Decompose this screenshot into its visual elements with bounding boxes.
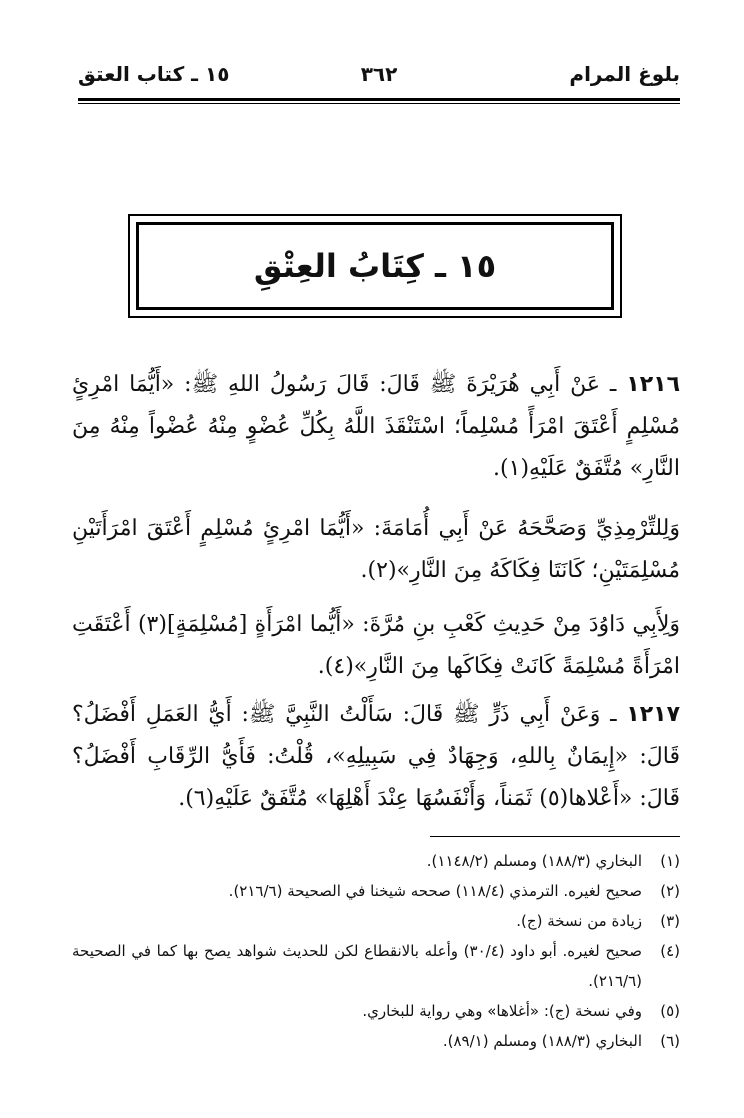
footnote (72, 906, 680, 936)
hadith-text: وَلِلتِّرْمِذِيِّ وَصَحَّحَهُ عَنْ أَبِي أُمَامَةَ: «أَيُّمَا امْرِئٍ مُسْلِمٍ أَعْتَقَ امْرَأَتَيْنِ مُسْلِمَتَيْنِ؛ كَانَتَا فِكَاكَهُ مِنَ النَّارِ»(٢). (72, 516, 680, 583)
footnote-number: (٥) (660, 1002, 680, 1020)
page-number: ٣٦٢ (360, 62, 398, 86)
hadith-paragraph (72, 604, 680, 688)
footnote (72, 996, 680, 1026)
footnote-number: (٤) (660, 942, 680, 960)
hadith-number: ١٢١٧ (626, 702, 680, 727)
chapter-heading: ١٥ ـ كِتَابُ العِتْقِ (253, 247, 497, 285)
chapter-title-frame (136, 222, 614, 310)
hadith-paragraph (72, 508, 680, 592)
header-rule (78, 98, 680, 101)
footnote-number: (٢) (660, 882, 680, 900)
hadith-number: ١٢١٦ (626, 372, 680, 397)
footnote (72, 936, 680, 996)
chapter-title: ١٥ ـ كتاب العتق (78, 62, 230, 86)
chapter-title-box (128, 214, 622, 318)
footnote-number: (١) (660, 852, 680, 870)
footnote (72, 846, 680, 876)
page-header (78, 58, 680, 96)
header-rule-thin (78, 103, 680, 104)
footnote (72, 1026, 680, 1056)
footnote-text: زيادة من نسخة (ج). (516, 912, 642, 930)
footnote-number: (٣) (660, 912, 680, 930)
footnote-text: صحيح لغيره. الترمذي (١١٨/٤) صححه شيخنا في الصحيحة (٢١٦/٦). (228, 882, 642, 900)
footnotes (72, 846, 680, 1056)
footnote-number: (٦) (660, 1032, 680, 1050)
hadith-text: ـ عَنْ أَبِي هُرَيْرَةَ ﷺ قَالَ: قَالَ رَسُولُ اللهِ ﷺ: «أَيُّمَا امْرِئٍ مُسْلِمٍ أَعْتَقَ امْرَأً مُسْلِماً؛ اسْتَنْقَذَ اللَّهُ بِكُلِّ عُضْوٍ مِنْهُ عُضْواً مِنْهُ مِنَ النَّارِ» مُتَّفَقٌ عَلَيْهِ(١). (72, 372, 680, 481)
footnote-text: البخاري (١٨٨/٣) ومسلم (١١٤٨/٢). (426, 852, 642, 870)
book-title: بلوغ المرام (569, 62, 680, 86)
hadith-paragraph (72, 694, 680, 820)
footnote-text: صحيح لغيره. أبو داود (٣٠/٤) وأعله بالانقطاع لكن للحديث شواهد يصح بها كما في الصحيحة (٢١٦/٦). (72, 942, 642, 990)
footnote (72, 876, 680, 906)
footnote-text: البخاري (١٨٨/٣) ومسلم (٨٩/١). (442, 1032, 642, 1050)
hadith-text: ـ وَعَنْ أَبِي ذَرٍّ ﷺ قَالَ: سَأَلْتُ النَّبِيَّ ﷺ: أَيُّ العَمَلِ أَفْضَلُ؟ قَالَ: «إِيمَانٌ بِاللهِ، وَجِهَادٌ فِي سَبِيلِهِ»، قُلْتُ: فَأَيُّ الرِّقَابِ أَفْضَلُ؟ قَالَ: «أَعْلاها(٥) ثَمَناً، وَأَنْفَسُهَا عِنْدَ أَهْلِهَا» مُتَّفَقٌ عَلَيْهِ(٦). (72, 702, 680, 811)
hadith-paragraph (72, 364, 680, 490)
footnote-text: وفي نسخة (ج): «أغلاها» وهي رواية للبخاري. (362, 1002, 642, 1020)
hadith-text: وَلِأَبِي دَاوُدَ مِنْ حَدِيثِ كَعْبِ بنِ مُرَّةَ: «أَيُّما امْرَأَةٍ [مُسْلِمَةٍ](٣) أَعْتَقَتِ امْرَأَةً مُسْلِمَةً كَانَتْ فِكَاكَها مِنَ النَّارِ»(٤). (72, 612, 680, 679)
footnote-rule (430, 836, 680, 837)
